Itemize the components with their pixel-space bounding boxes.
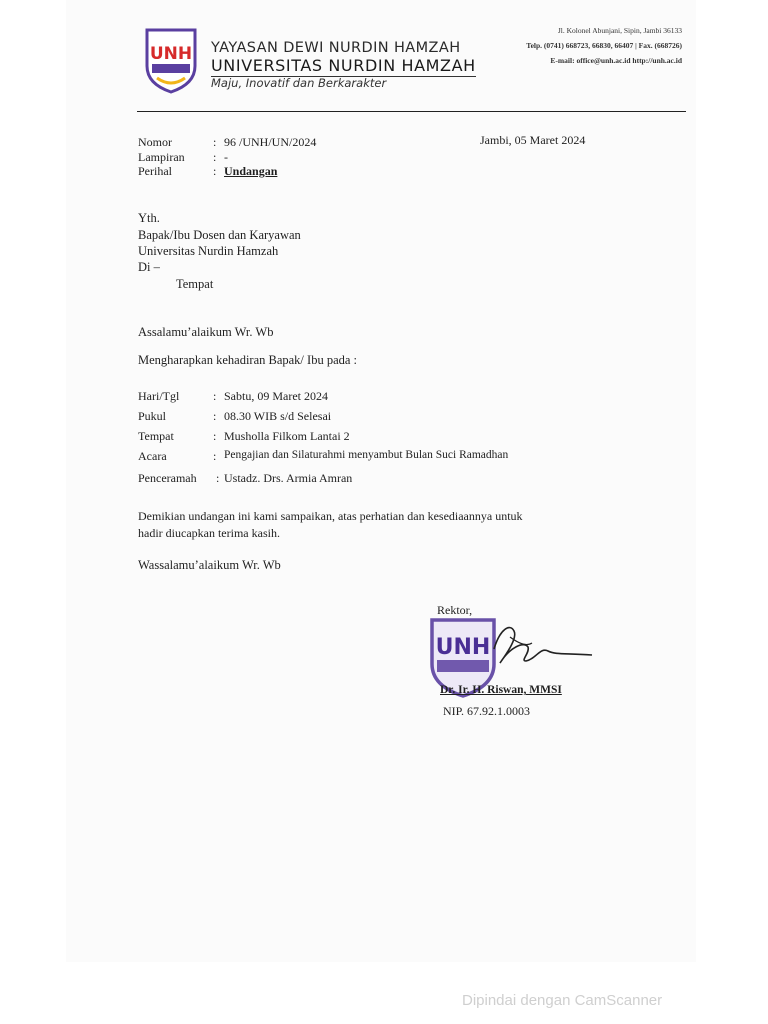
detail-colon-time: :: [213, 409, 217, 423]
detail-label-time: Pukul: [138, 409, 167, 423]
closing-line1: Demikian undangan ini kami sampaikan, atas perhatian dan kesediaannya untuk: [138, 509, 523, 523]
perihal-value: Undangan: [224, 164, 278, 178]
scanner-watermark: Dipindai dengan CamScanner: [462, 992, 663, 1009]
detail-value-place: Musholla Filkom Lantai 2: [224, 429, 350, 443]
university-logo-icon: [143, 26, 199, 94]
stamp-text: UNH: [435, 635, 491, 660]
lampiran-label: Lampiran: [138, 150, 185, 164]
signatory-title: Rektor,: [437, 603, 473, 617]
nomor-colon: :: [213, 135, 217, 149]
detail-colon-speaker: :: [216, 471, 220, 485]
lampiran-colon: :: [213, 150, 217, 164]
foundation-name: YAYASAN DEWI NURDIN HAMZAH: [211, 40, 461, 56]
detail-colon-place: :: [213, 429, 217, 443]
header-divider: [137, 111, 686, 112]
recipient-line4: Tempat: [176, 277, 214, 291]
perihal-colon: :: [213, 164, 217, 178]
invitation-intro: Mengharapkan kehadiran Bapak/ Ibu pada :: [138, 353, 358, 367]
email-line[interactable]: E-mail: office@unh.ac.id http://unh.ac.id: [550, 56, 682, 65]
recipient-line3: Di –: [138, 260, 160, 274]
recipient-yth: Yth.: [138, 211, 160, 225]
lampiran-value: -: [224, 150, 228, 164]
handwritten-signature-icon: [470, 617, 600, 673]
detail-label-event: Acara: [138, 449, 167, 463]
nomor-label: Nomor: [138, 135, 172, 149]
greeting: Assalamu’alaikum Wr. Wb: [138, 325, 274, 339]
recipient-line2: Universitas Nurdin Hamzah: [138, 244, 279, 258]
nomor-value: 96 /UNH/UN/2024: [224, 135, 317, 149]
phone-line: Telp. (0741) 668723, 66830, 66407 | Fax. (668726): [526, 41, 682, 50]
detail-label-date: Hari/Tgl: [138, 389, 180, 403]
detail-value-time: 08.30 WIB s/d Selesai: [224, 409, 332, 423]
signatory-name: Dr. Ir. H. Riswan, MMSI: [440, 684, 562, 696]
closing-line2: hadir diucapkan terima kasih.: [138, 526, 280, 540]
recipient-line1: Bapak/Ibu Dosen dan Karyawan: [138, 228, 301, 242]
university-name: UNIVERSITAS NURDIN HAMZAH: [211, 56, 476, 75]
detail-label-speaker: Penceramah: [138, 471, 197, 485]
signatory-nip: NIP. 67.92.1.0003: [443, 704, 531, 718]
detail-value-event: Pengajian dan Silaturahmi menyambut Bulan Suci Ramadhan: [224, 449, 509, 461]
place-date: Jambi, 05 Maret 2024: [480, 133, 586, 147]
perihal-label: Perihal: [138, 164, 172, 178]
detail-colon-event: :: [213, 449, 217, 463]
detail-value-date: Sabtu, 09 Maret 2024: [224, 389, 328, 403]
detail-value-speaker: Ustadz. Drs. Armia Amran: [224, 471, 353, 485]
logo-text: UNH: [149, 44, 193, 64]
address-line: Jl. Kolonel Abunjani, Sipin, Jambi 36133: [557, 26, 682, 35]
farewell: Wassalamu’alaikum Wr. Wb: [138, 558, 281, 572]
detail-label-place: Tempat: [138, 429, 174, 443]
detail-colon-date: :: [213, 389, 217, 403]
university-motto: Maju, Inovatif dan Berkarakter: [211, 76, 387, 90]
